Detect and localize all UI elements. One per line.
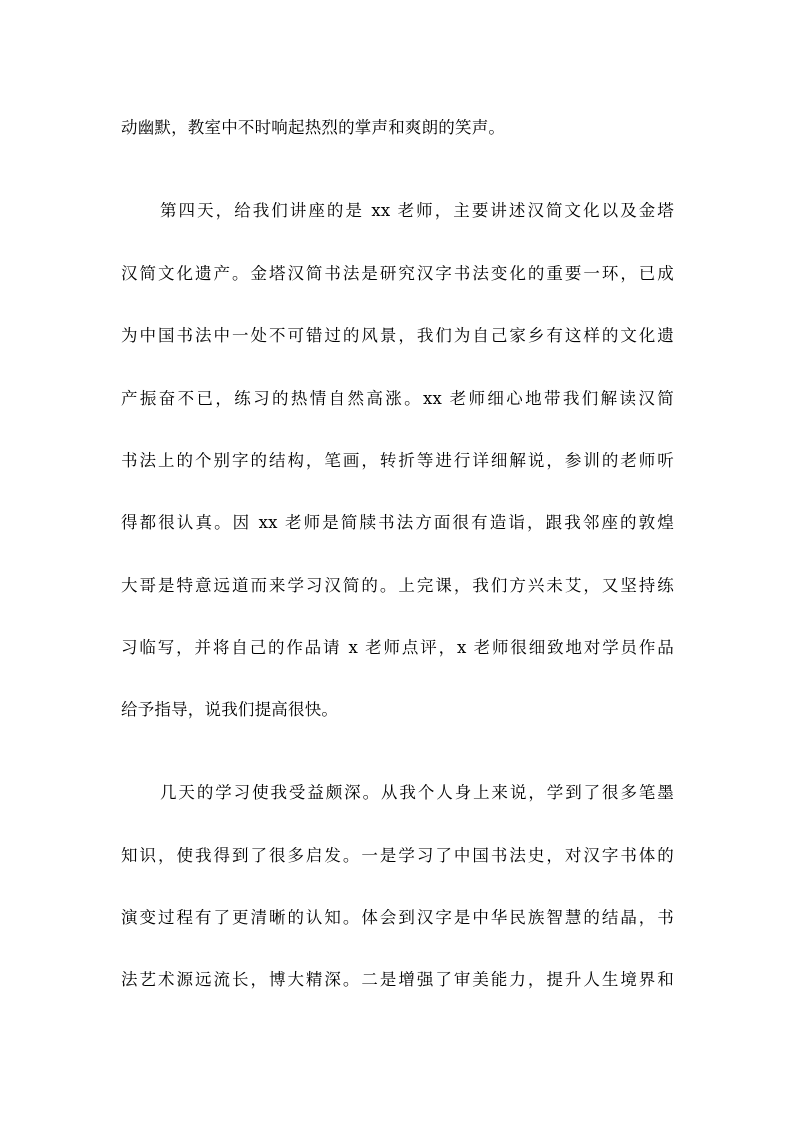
text-line: 第四天，给我们讲座的是 xx 老师，主要讲述汉简文化以及金塔 xyxy=(160,201,674,220)
text-line: 演变过程有了更清晰的认知。体会到汉字是中华民族智慧的结晶，书 xyxy=(121,908,674,927)
text-line: 得都很认真。因 xx 老师是简牍书法方面很有造诣，跟我邻座的敦煌 xyxy=(121,513,674,532)
text-line: 习临写，并将自己的作品请 x 老师点评，x 老师很细致地对学员作品 xyxy=(121,638,674,657)
text-line: 产振奋不已，练习的热情自然高涨。xx 老师细心地带我们解读汉简 xyxy=(121,389,674,408)
text-line: 知识，使我得到了很多启发。一是学习了中国书法史，对汉字书体的 xyxy=(121,846,674,865)
text-line: 给予指导，说我们提高很快。 xyxy=(121,700,339,719)
text-line: 书法上的个别字的结构，笔画，转折等进行详细解说，参训的老师听 xyxy=(121,451,674,470)
text-line: 汉简文化遗产。金塔汉简书法是研究汉字书法变化的重要一环，已成 xyxy=(121,264,674,283)
text-line: 几天的学习使我受益颇深。从我个人身上来说，学到了很多笔墨 xyxy=(160,783,674,802)
text-line: 法艺术源远流长，博大精深。二是增强了审美能力，提升人生境界和 xyxy=(121,970,674,989)
text-line: 大哥是特意远道而来学习汉简的。上完课，我们方兴未艾，又坚持练 xyxy=(121,576,674,595)
text-line: 为中国书法中一处不可错过的风景，我们为自己家乡有这样的文化遗 xyxy=(121,326,674,345)
text-line: 动幽默，教室中不时响起热烈的掌声和爽朗的笑声。 xyxy=(121,118,506,137)
